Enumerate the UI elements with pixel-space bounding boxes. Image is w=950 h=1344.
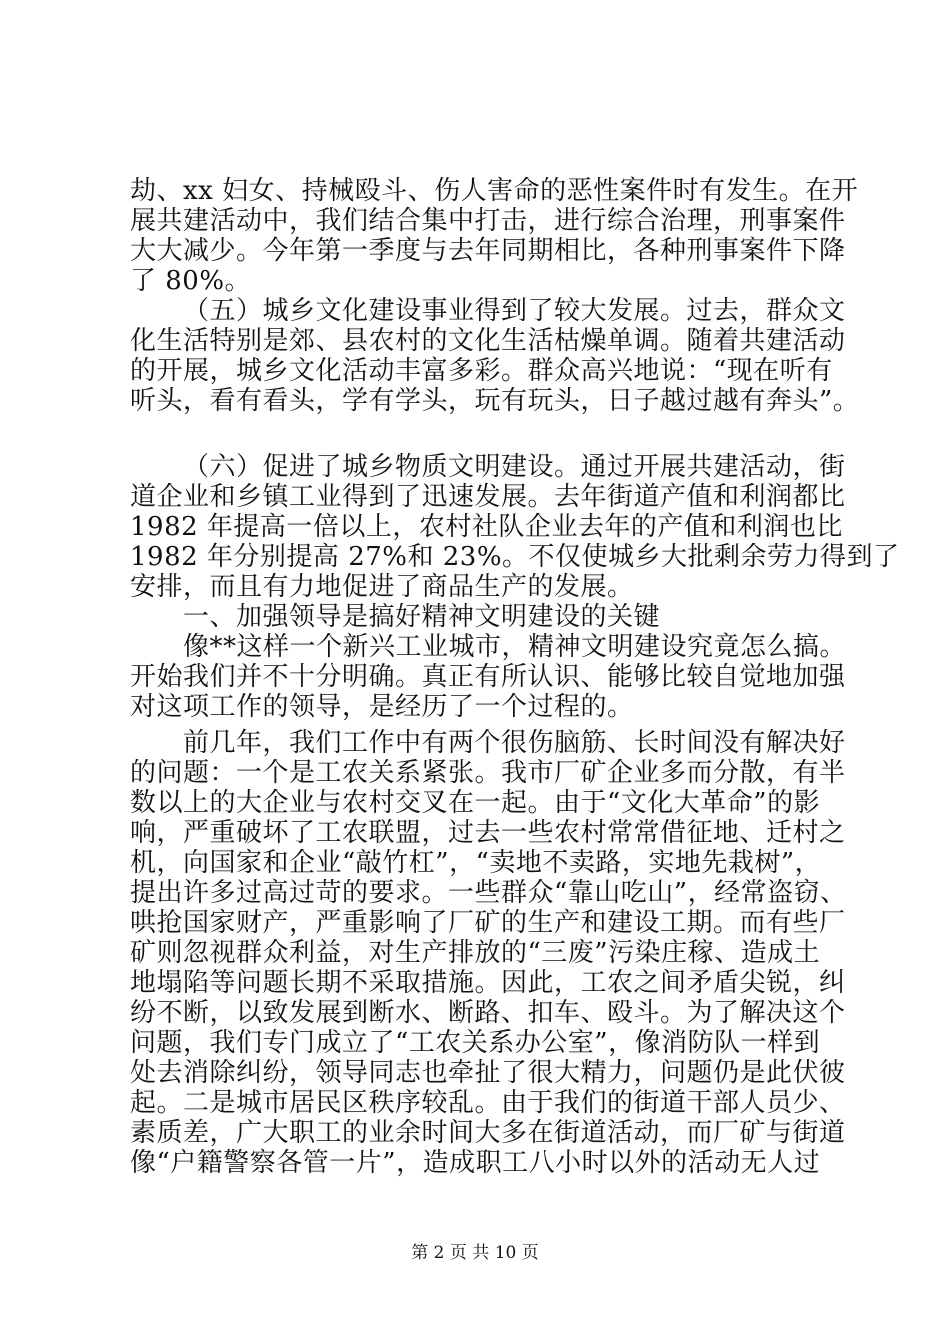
body-text-line: 开始我们并不十分明确。真正有所认识、能够比较自觉地加强 xyxy=(130,662,846,692)
body-text-line: 对这项工作的领导，是经历了一个过程的。 xyxy=(130,692,634,722)
body-text-line: 响，严重破坏了工农联盟，过去一些农村常常借征地、迁村之 xyxy=(130,818,846,848)
body-text-line: 像“户籍警察各管一片”，造成职工八小时以外的活动无人过 xyxy=(130,1148,821,1178)
body-text-line: 问题，我们专门成立了“工农关系办公室”，像消防队一样到 xyxy=(130,1028,821,1058)
body-text-line: 数以上的大企业与农村交叉在一起。由于“文化大革命”的影 xyxy=(130,788,821,818)
body-text-line: 纷不断，以致发展到断水、断路、扣车、殴斗。为了解决这个 xyxy=(130,998,846,1028)
body-text-line: 起。二是城市居民区秩序较乱。由于我们的街道干部人员少、 xyxy=(130,1088,846,1118)
body-text-line: 1982 年分别提高 27%和 23%。不仅使城乡大批剩余劳力得到了 xyxy=(130,542,900,572)
body-text-line: 矿则忽视群众利益，对生产排放的“三废”污染庄稼、造成土 xyxy=(130,938,821,968)
body-text-line: 劫、xx 妇女、持械殴斗、伤人害命的恶性案件时有发生。在开 xyxy=(130,176,859,206)
body-text-line: 安排，而且有力地促进了商品生产的发展。 xyxy=(130,572,634,602)
body-text-line: 素质差，广大职工的业余时间大多在街道活动，而厂矿与街道 xyxy=(130,1118,846,1148)
body-text-line: 的开展，城乡文化活动丰富多彩。群众高兴地说：“现在听有 xyxy=(130,356,833,386)
body-text-line: 大大减少。今年第一季度与去年同期相比，各种刑事案件下降 xyxy=(130,236,846,266)
body-text-line: 道企业和乡镇工业得到了迅速发展。去年街道产值和利润都比 xyxy=(130,482,846,512)
body-text-line: 化生活特别是郊、县农村的文化生活枯燥单调。随着共建活动 xyxy=(130,326,846,356)
body-text-line: 的问题：一个是工农关系紧张。我市厂矿企业多而分散，有半 xyxy=(130,758,846,788)
paragraph-start: 像**这样一个新兴工业城市，精神文明建设究竟怎么搞。 xyxy=(183,632,847,662)
body-text-line: 提出许多过高过苛的要求。一些群众“靠山吃山”，经常盗窃、 xyxy=(130,878,847,908)
body-text-line: 机，向国家和企业“敲竹杠”，“卖地不卖路，实地先栽树”， xyxy=(130,848,822,878)
page-number-footer: 第 2 页 共 10 页 xyxy=(411,1243,539,1263)
paragraph-start: 前几年，我们工作中有两个很伤脑筋、长时间没有解决好 xyxy=(183,728,846,758)
body-text-line: 了 80%。 xyxy=(130,266,252,296)
body-text-line: 哄抢国家财产，严重影响了厂矿的生产和建设工期。而有些厂 xyxy=(130,908,846,938)
body-text-line: 处去消除纠纷，领导同志也牵扯了很大精力，问题仍是此伏彼 xyxy=(130,1058,846,1088)
body-text-line: 1982 年提高一倍以上，农村社队企业去年的产值和利润也比 xyxy=(130,512,843,542)
paragraph-6-start: （六）促进了城乡物质文明建设。通过开展共建活动，街 xyxy=(183,452,846,482)
body-text-line: 地塌陷等问题长期不采取措施。因此，工农之间矛盾尖锐，纠 xyxy=(130,968,846,998)
body-text-line: 听头，看有看头，学有学头，玩有玩头，日子越过越有奔头”。 xyxy=(130,386,860,416)
section-heading: 一、加强领导是搞好精神文明建设的关键 xyxy=(183,602,661,632)
paragraph-5-start: （五）城乡文化建设事业得到了较大发展。过去，群众文 xyxy=(183,296,846,326)
body-text-line: 展共建活动中，我们结合集中打击，进行综合治理，刑事案件 xyxy=(130,206,846,236)
